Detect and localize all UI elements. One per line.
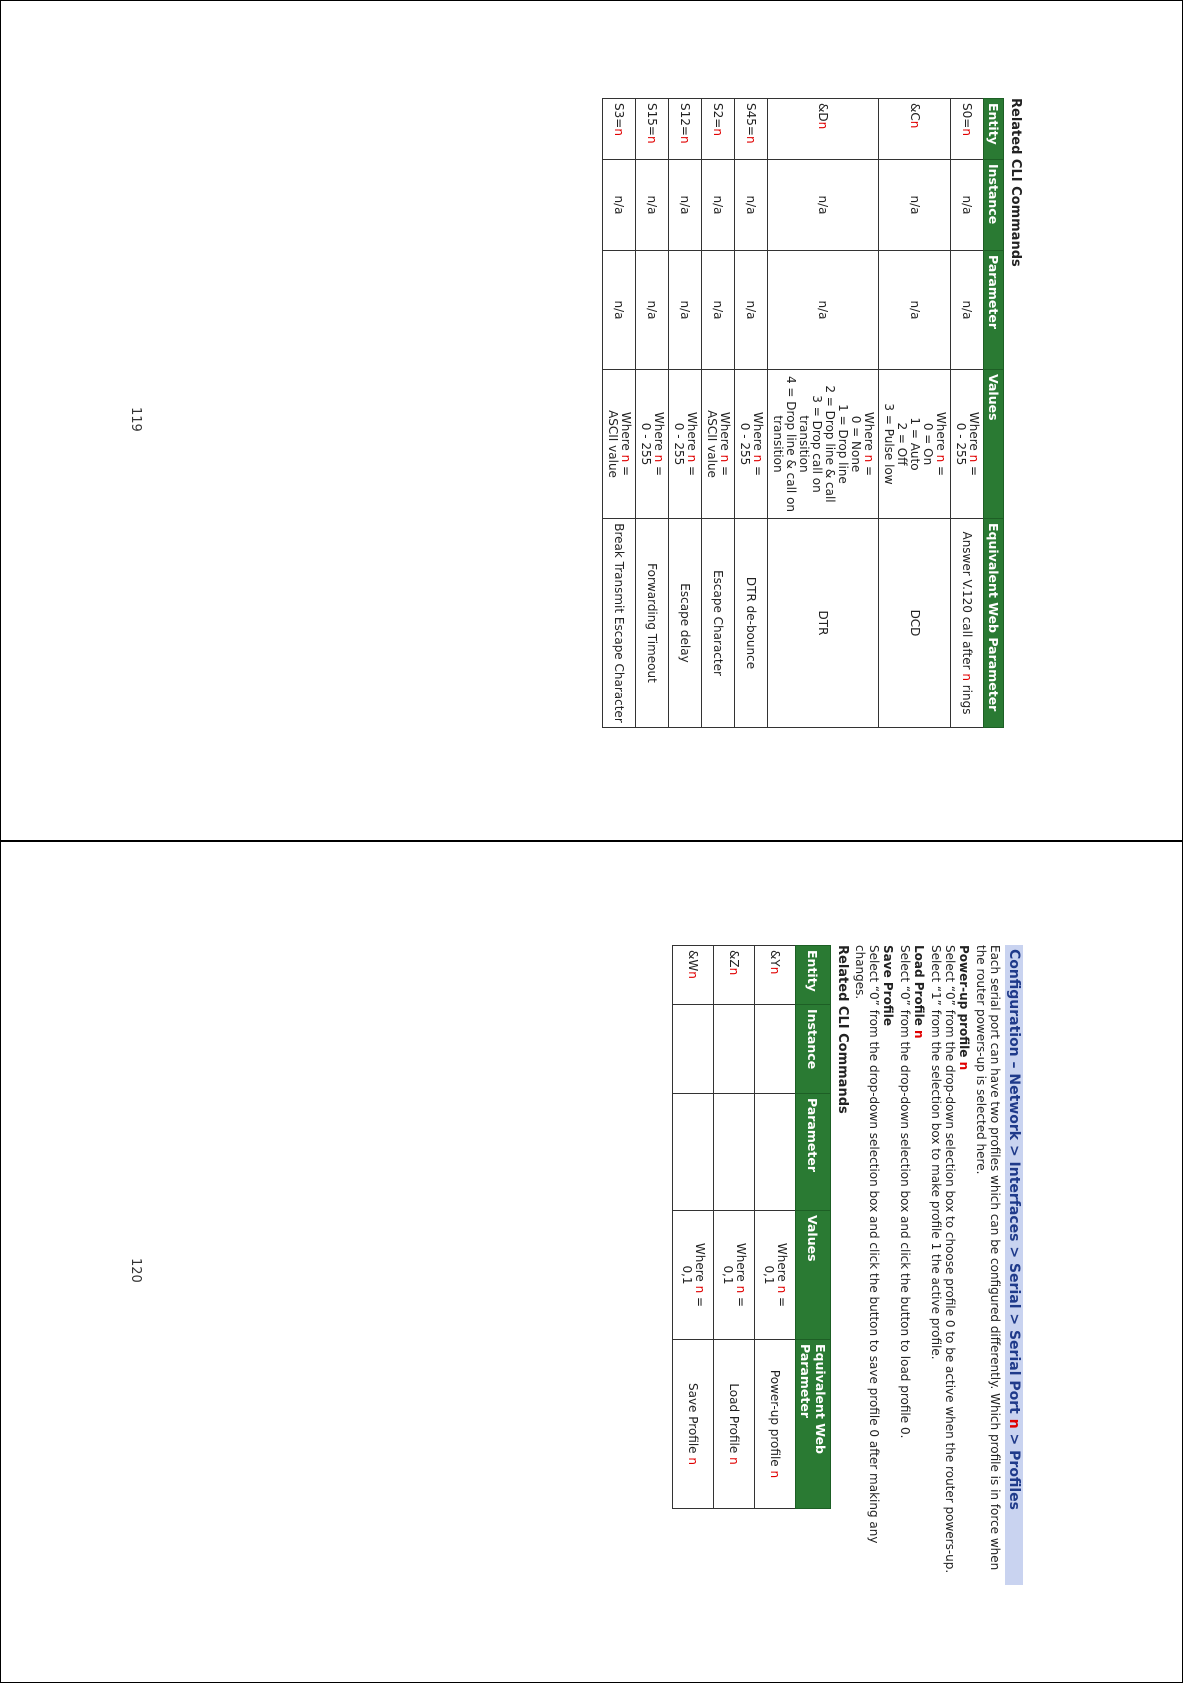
values-cell (879, 370, 951, 519)
variable-n: n (678, 135, 693, 144)
variable-n: n (816, 121, 831, 130)
entity-text: S0= (960, 103, 975, 129)
parameter-cell: n/a (768, 251, 879, 370)
values-cell (755, 1211, 796, 1340)
value-line: 0 - 255 (738, 422, 752, 466)
parameter-cell: n/a (879, 251, 951, 370)
table-header-row (796, 946, 831, 1509)
instance-cell (714, 1005, 755, 1094)
column-header: Values (984, 370, 1004, 519)
table-row (714, 946, 755, 1509)
value-line: 0 - 255 (639, 422, 653, 466)
entity-text: &C (908, 103, 922, 121)
values-cell (951, 370, 984, 519)
page-119 (602, 98, 1023, 758)
value-line: 1 = Auto (908, 417, 922, 471)
entity-cell (735, 99, 768, 160)
parameter-cell: n/a (669, 251, 702, 370)
variable-n: n (768, 966, 783, 975)
web-parameter-cell: Escape delay (669, 519, 702, 728)
save-profile-section (853, 945, 895, 1585)
instance-cell (755, 1005, 796, 1094)
table-row (702, 99, 735, 728)
table-row (603, 99, 636, 728)
value-line: 0,1 (721, 1265, 735, 1285)
values-cell (768, 370, 879, 519)
value-line: 3 = Pulse low (882, 403, 896, 485)
value-line: 0 - 255 (672, 422, 686, 466)
parameter-cell: n/a (735, 251, 768, 370)
values-cell (702, 370, 735, 519)
variable-n: n (1006, 1418, 1022, 1429)
value-line: Where n = (734, 1242, 748, 1308)
column-header: Instance (796, 1005, 831, 1094)
table-row (879, 99, 951, 728)
value-line: ASCII value (606, 410, 620, 478)
value-line: Where n = (718, 411, 732, 477)
save-label: Save Profile (881, 945, 895, 1026)
page-number: 119 (128, 407, 143, 432)
instance-cell: n/a (879, 160, 951, 251)
cli-commands-table (672, 945, 831, 1509)
load-text: Select “0” from the drop-down selection box and click the button to load profile 0. (898, 945, 912, 1439)
web-parameter-cell: DCD (879, 519, 951, 728)
web-parameter-cell: Answer V.120 call after n rings (951, 519, 984, 728)
web-parameter-cell: Escape Character (702, 519, 735, 728)
web-parameter-cell: Save Profile n (673, 1340, 714, 1509)
web-parameter-cell: DTR de-bounce (735, 519, 768, 728)
value-line: 4 = Drop line & call on transition (771, 375, 798, 513)
table-row (636, 99, 669, 728)
table-row (735, 99, 768, 728)
entity-text: S45= (744, 103, 759, 136)
table-row (669, 99, 702, 728)
column-header: Equivalent Web Parameter (796, 1340, 831, 1509)
value-line: 0 - 255 (954, 422, 968, 466)
value-line: Where n = (652, 411, 666, 477)
web-parameter-cell: Power-up profile n (755, 1340, 796, 1509)
web-parameter-cell: Break Transmit Escape Character (603, 519, 636, 728)
value-line: Where n = (775, 1242, 789, 1308)
entity-cell (673, 946, 714, 1005)
table-header-row (984, 99, 1004, 728)
column-header: Equivalent Web Parameter (984, 519, 1004, 728)
value-line: 0,1 (762, 1265, 776, 1285)
table-row (755, 946, 796, 1509)
entity-cell (636, 99, 669, 160)
table-row (673, 946, 714, 1509)
power-up-text: Select “0” from the drop-down selection box to choose profile 0 to be active when the router powers-up. Select “1” from the selection box to make profile 1 the active profile. (929, 945, 957, 1574)
entity-cell (951, 99, 984, 160)
values-cell (669, 370, 702, 519)
table-row (951, 99, 984, 728)
variable-n: n (908, 120, 922, 129)
page-title: Configuration – Network > Interfaces > Serial > Serial Port n > Profiles (1005, 945, 1023, 1585)
value-line: 3 = Drop call on transition (797, 395, 824, 493)
entity-text: S3= (612, 103, 627, 129)
instance-cell: n/a (636, 160, 669, 251)
instance-cell: n/a (702, 160, 735, 251)
parameter-cell (755, 1094, 796, 1211)
values-cell (603, 370, 636, 519)
column-header: Instance (984, 160, 1004, 251)
variable-n: n (645, 135, 660, 144)
save-text: Select “0” from the drop-down selection box and click the button to save profile 0 after making any changes. (853, 945, 881, 1544)
value-line: 0,1 (680, 1265, 694, 1285)
entity-text: &D (816, 103, 831, 122)
parameter-cell: n/a (951, 251, 984, 370)
column-header: Parameter (984, 251, 1004, 370)
section-heading: Related CLI Commands (1008, 98, 1023, 267)
value-line: Where n = (862, 411, 876, 477)
column-header: Entity (984, 99, 1004, 160)
variable-n: n (612, 128, 627, 136)
value-line: 2 = Drop line & call (823, 385, 837, 503)
entity-text: S15= (645, 103, 660, 136)
page-number: 120 (128, 1258, 143, 1283)
variable-n: n (711, 128, 726, 136)
variable-n: n (686, 971, 701, 979)
variable-n: n (744, 135, 759, 144)
value-line: 0 = On (921, 422, 935, 466)
entity-text: S2= (711, 103, 726, 129)
page-120 (672, 945, 1023, 1585)
value-line: Where n = (934, 411, 948, 477)
section-heading: Related CLI Commands (835, 945, 850, 1114)
values-cell (673, 1211, 714, 1340)
web-parameter-cell: DTR (768, 519, 879, 728)
variable-n: n (960, 128, 975, 136)
variable-n: n (727, 967, 742, 976)
value-line: Where n = (751, 411, 765, 477)
entity-cell (879, 99, 951, 160)
instance-cell: n/a (951, 160, 984, 251)
column-header: Entity (796, 946, 831, 1005)
entity-cell (768, 99, 879, 160)
intro-paragraph: Each serial port can have two profiles which can be configured differently. Which profile is in force when the router powers-up is selected here. (974, 945, 1002, 1571)
entity-text: &Y (768, 950, 783, 967)
instance-cell: n/a (603, 160, 636, 251)
entity-text: &Z (727, 950, 742, 968)
value-line: Where n = (967, 411, 981, 477)
column-header: Parameter (796, 1094, 831, 1211)
value-line: ASCII value (705, 410, 719, 478)
value-line: 1 = Drop line (836, 404, 850, 484)
values-cell (714, 1211, 755, 1340)
entity-cell (714, 946, 755, 1005)
entity-cell (755, 946, 796, 1005)
parameter-cell (714, 1094, 755, 1211)
web-parameter-cell: Load Profile n (714, 1340, 755, 1509)
parameter-cell: n/a (636, 251, 669, 370)
parameter-cell (673, 1094, 714, 1211)
entity-text: &W (686, 950, 701, 972)
instance-cell: n/a (768, 160, 879, 251)
value-line: 2 = Off (895, 422, 909, 466)
values-cell (636, 370, 669, 519)
entity-text: S12= (678, 103, 693, 136)
instance-cell (673, 1005, 714, 1094)
table-row (768, 99, 879, 728)
parameter-cell: n/a (702, 251, 735, 370)
values-cell (735, 370, 768, 519)
instance-cell: n/a (669, 160, 702, 251)
column-header: Values (796, 1211, 831, 1340)
parameter-cell: n/a (603, 251, 636, 370)
value-line: Where n = (693, 1242, 707, 1308)
instance-cell: n/a (735, 160, 768, 251)
value-line: Where n = (619, 411, 633, 477)
web-parameter-cell: Forwarding Timeout (636, 519, 669, 728)
power-up-section: Power-up profile n Select “0” from the drop-down selection box to choose profile 0 to be active when the router powers-up. Select “1” from the selection box to make profile 1 the active profile. (929, 945, 971, 1574)
entity-cell (603, 99, 636, 160)
value-line: 0 = None (849, 415, 863, 473)
entity-cell (702, 99, 735, 160)
cli-commands-table (602, 98, 1004, 728)
entity-cell (669, 99, 702, 160)
value-line: Where n = (685, 411, 699, 477)
load-profile-section: Load Profile n Select “0” from the drop-down selection box and click the button to load profile 0. (898, 945, 926, 1439)
